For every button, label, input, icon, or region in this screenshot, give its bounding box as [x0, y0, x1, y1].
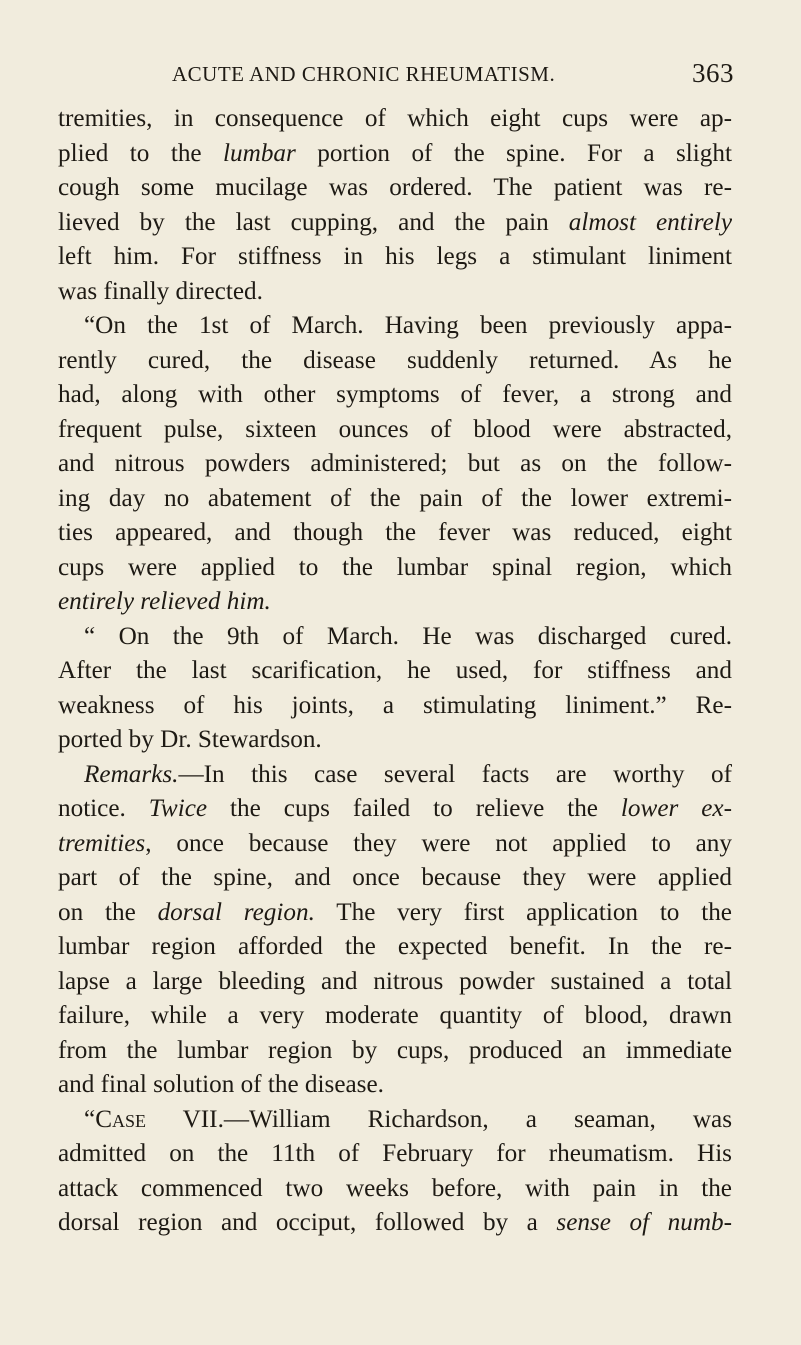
page-number: 363	[692, 58, 734, 88]
body-text	[58, 102, 732, 1241]
text-line	[58, 827, 732, 862]
text-line	[58, 551, 732, 586]
text-run: lapse a large bleeding and nitrous powder sustained a total	[58, 967, 732, 995]
text-line	[58, 654, 732, 689]
text-line	[58, 585, 732, 620]
text-run: ported by Dr. Stewardson.	[58, 726, 322, 753]
text-run: left him. For stiffness in his legs a stimulant liniment	[58, 243, 732, 270]
text-run: admitted on the 11th of February for rheumatism. His	[58, 1140, 732, 1167]
text-run: “On the 1st of March. Having been previously appa-	[84, 312, 732, 339]
text-line	[58, 378, 732, 413]
text-line	[58, 102, 732, 137]
text-run: “ On the 9th of March. He was discharged cured.	[84, 622, 732, 650]
running-title: ACUTE AND CHRONIC RHEUMATISM.	[172, 62, 556, 86]
small-caps-run: Case	[95, 1105, 146, 1133]
text-run: cups were applied to the lumbar spinal region, which	[58, 553, 732, 581]
text-run: on the	[58, 898, 158, 926]
italic-run: entirely relieved him.	[58, 588, 271, 615]
italic-run: tremities	[58, 829, 146, 857]
text-line	[58, 723, 732, 758]
text-line	[58, 861, 732, 896]
text-run: ing day no abatement of the pain of the lower extremi-	[58, 484, 732, 512]
text-run: failure, while a very moderate quantity of blood, drawn	[58, 1002, 732, 1029]
italic-run: lower ex-	[620, 795, 732, 822]
italic-run: almost entirely	[568, 208, 732, 236]
text-line	[58, 999, 732, 1034]
text-run: portion of the spine. For a slight	[295, 139, 732, 167]
italic-run: Remarks.	[84, 760, 179, 788]
text-run: weakness of his joints, a stimulating liniment.” Re-	[58, 691, 732, 719]
text-line	[58, 309, 732, 344]
text-line	[58, 206, 732, 241]
text-run: —In this case several facts are worthy of	[178, 760, 732, 788]
text-run: After the last scarification, he used, for stiffness and	[58, 657, 732, 684]
text-line	[58, 1068, 732, 1103]
text-run: , once because they were not applied to any	[145, 829, 732, 857]
text-line	[58, 1137, 732, 1172]
text-line	[58, 240, 732, 275]
text-line	[58, 482, 732, 517]
text-run: dorsal region and occiput, followed by a	[58, 1209, 557, 1236]
text-line	[58, 758, 732, 793]
text-run: tremities, in consequence of which eight cups were ap-	[58, 105, 732, 132]
text-line	[58, 1034, 732, 1069]
text-run: from the lumbar region by cups, produced an immediate	[58, 1036, 732, 1064]
text-line	[58, 792, 732, 827]
italic-run: Twice	[148, 795, 208, 822]
text-line	[58, 1206, 732, 1241]
text-run: The very first application to the	[314, 898, 732, 926]
running-head	[120, 56, 740, 92]
text-line	[58, 930, 732, 965]
text-run: attack commenced two weeks before, with pain in the	[58, 1174, 732, 1202]
text-line	[58, 896, 732, 931]
text-line	[58, 1172, 732, 1207]
text-run: cough some mucilage was ordered. The patient was re-	[58, 174, 732, 201]
text-run: “	[84, 1105, 96, 1133]
italic-run: lumbar	[223, 139, 296, 167]
text-run: rently cured, the disease suddenly returned. As he	[58, 346, 732, 374]
text-line	[58, 171, 732, 206]
text-line	[58, 275, 732, 310]
text-line	[58, 1103, 732, 1138]
text-run: the cups failed to relieve the	[207, 795, 621, 822]
text-run: part of the spine, and once because they were applied	[58, 864, 732, 891]
text-line	[58, 689, 732, 724]
text-run: VII.—William Richardson, a seaman, was	[146, 1105, 732, 1133]
text-line	[58, 516, 732, 551]
text-run: lumbar region afforded the expected benefit. In the re-	[58, 933, 732, 960]
text-run: and nitrous powders administered; but as on the follow-	[58, 450, 732, 477]
text-run: had, along with other symptoms of fever, a strong and	[58, 381, 732, 408]
text-line	[58, 965, 732, 1000]
text-run: plied to the	[58, 139, 224, 167]
text-run: frequent pulse, sixteen ounces of blood were abstracted,	[58, 415, 732, 443]
text-line	[58, 344, 732, 379]
text-run: was finally directed.	[58, 277, 263, 305]
italic-run: dorsal region.	[157, 898, 315, 926]
text-run: notice.	[58, 795, 149, 822]
italic-run: sense of numb-	[556, 1209, 732, 1236]
text-run: ties appeared, and though the fever was reduced, eight	[58, 519, 732, 546]
text-line	[58, 447, 732, 482]
text-run: and final solution of the disease.	[58, 1071, 384, 1098]
text-line	[58, 620, 732, 655]
text-run: lieved by the last cupping, and the pain	[58, 208, 569, 236]
text-line	[58, 413, 732, 448]
text-line	[58, 137, 732, 172]
